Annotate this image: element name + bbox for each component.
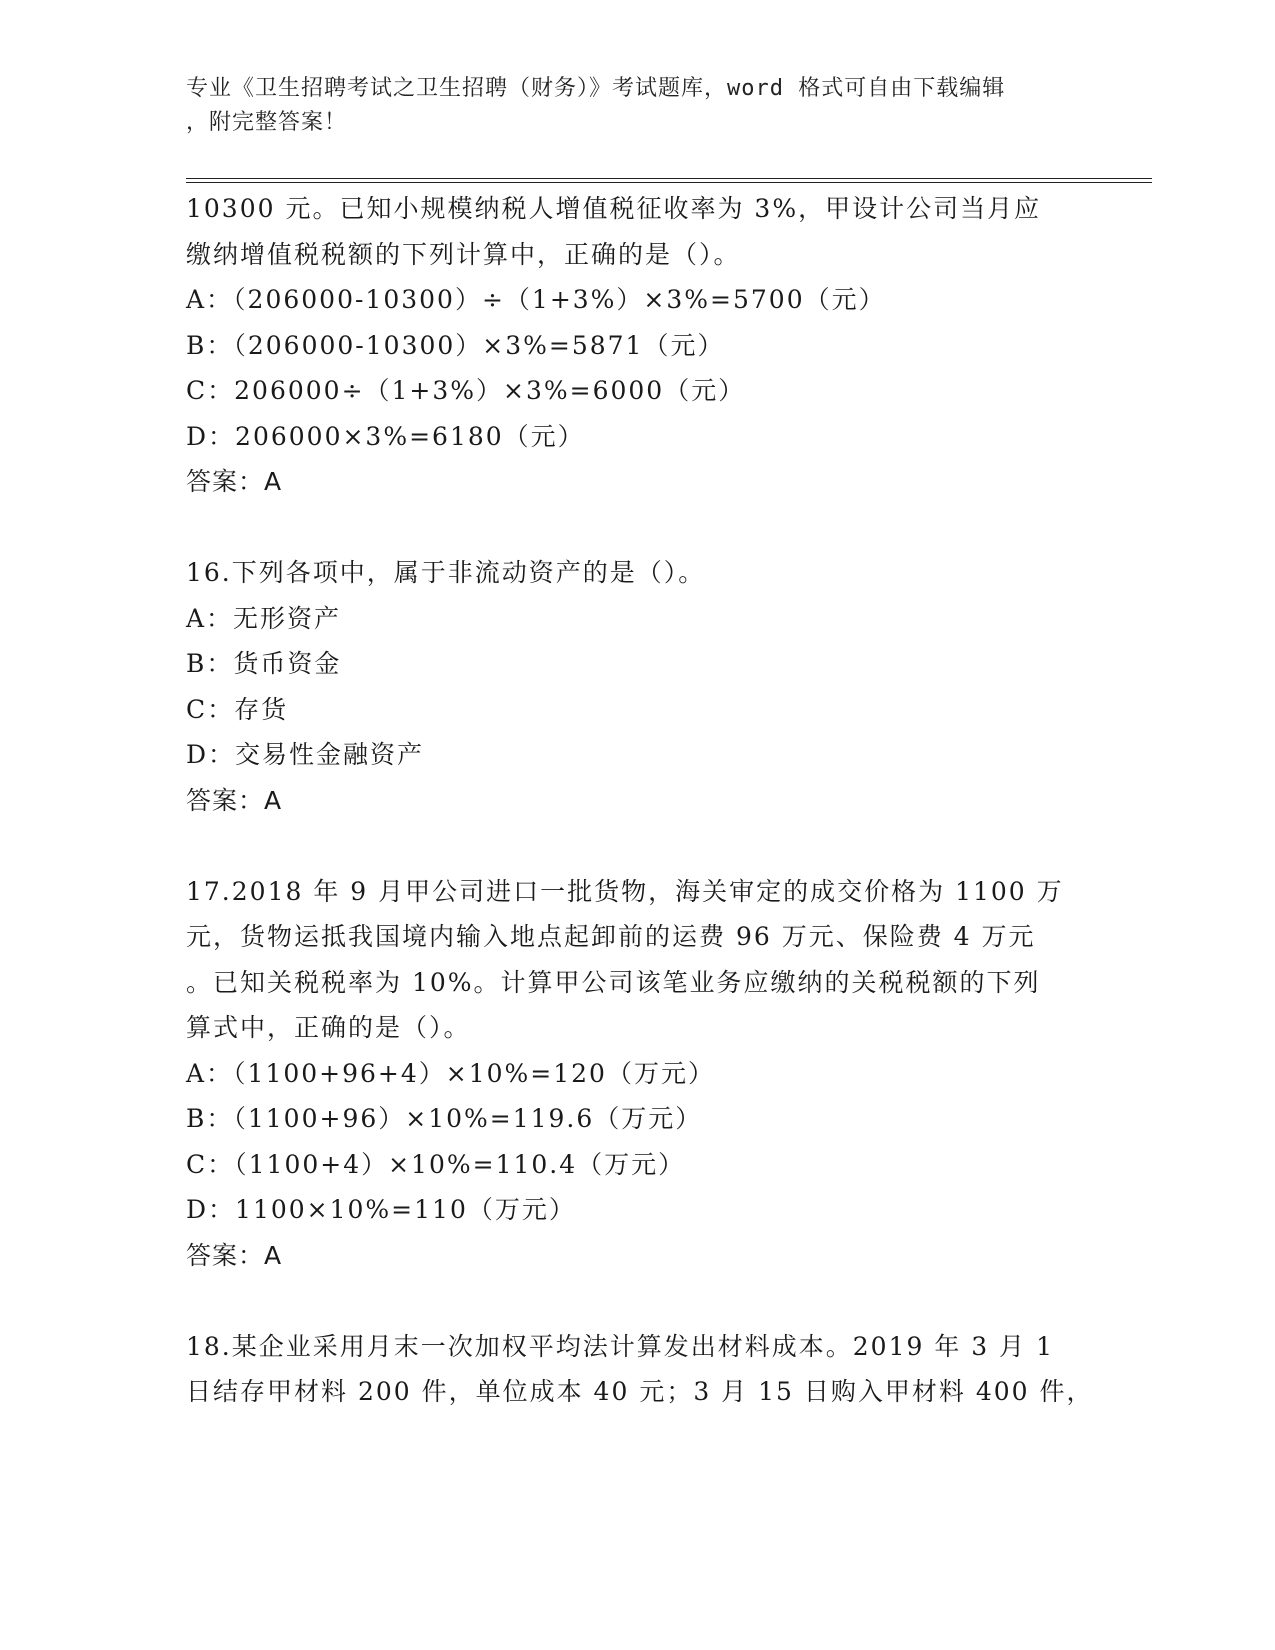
question-18 [186,1324,1094,1415]
option-d: D：1100×10%=110（万元） [186,1195,576,1224]
header-line-1: 专业《卫生招聘考试之卫生招聘（财务）》考试题库，word 格式可自由下载编辑 [186,76,1006,101]
question-stem-line: 日结存甲材料 200 件，单位成本 40 元；3 月 15 日购入甲材料 400 件， [186,1377,1094,1406]
question-spacer [186,1278,1086,1324]
option-c: C：存货 [186,694,289,724]
option-a: A：（1100+96+4）×10%=120（万元） [186,1058,715,1088]
option-d: D：交易性金融资产 [186,740,425,769]
page-header [186,72,1086,140]
option-b: B：（1100+96）×10%=119.6（万元） [186,1104,703,1133]
option-a: A：（206000-10300）÷（1+3%）×3%=5700（元） [186,285,886,314]
option-b: B：货币资金 [186,649,342,678]
question-16 [186,550,1086,823]
question-list [186,186,1094,1415]
answer-line: 答案：A [186,467,283,496]
question-stem-line: 缴纳增值税税额的下列计算中，正确的是（）。 [186,239,741,269]
answer-line: 答案：A [186,785,283,815]
question-spacer [186,505,1086,551]
question-stem-line: 元，货物运抵我国境内输入地点起卸前的运费 96 万元、保险费 4 万元 [186,922,1036,951]
question-stem-line: 10300 元。已知小规模纳税人增值税征收率为 3%，甲设计公司当月应 [186,194,1042,223]
header-divider-top [186,178,1152,179]
option-a: A：无形资产 [186,603,342,633]
header-line-2: ，附完整答案！ [186,110,348,135]
question-spacer [186,823,1086,869]
question-17 [186,869,1086,1279]
question-stem-line: 16.下列各项中，属于非流动资产的是（）。 [186,558,706,587]
question-stem-line: 18.某企业采用月末一次加权平均法计算发出材料成本。2019 年 3 月 1 [186,1331,1054,1361]
question-15 [186,186,1086,505]
option-c: C：（1100+4）×10%=110.4（万元） [186,1149,686,1179]
answer-line: 答案：A [186,1240,283,1270]
question-stem-line: 。已知关税税率为 10%。计算甲公司该笔业务应缴纳的关税税额的下列 [186,967,1041,997]
option-c: C：206000÷（1+3%）×3%=6000（元） [186,376,746,405]
option-b: B：（206000-10300）×3%=5871（元） [186,330,725,360]
question-stem-line: 17.2018 年 9 月甲公司进口一批货物，海关审定的成交价格为 1100 万 [186,876,1064,906]
question-stem-line: 算式中，正确的是（）。 [186,1013,471,1042]
header-divider-bottom [186,182,1152,183]
option-d: D：206000×3%=6180（元） [186,421,585,451]
